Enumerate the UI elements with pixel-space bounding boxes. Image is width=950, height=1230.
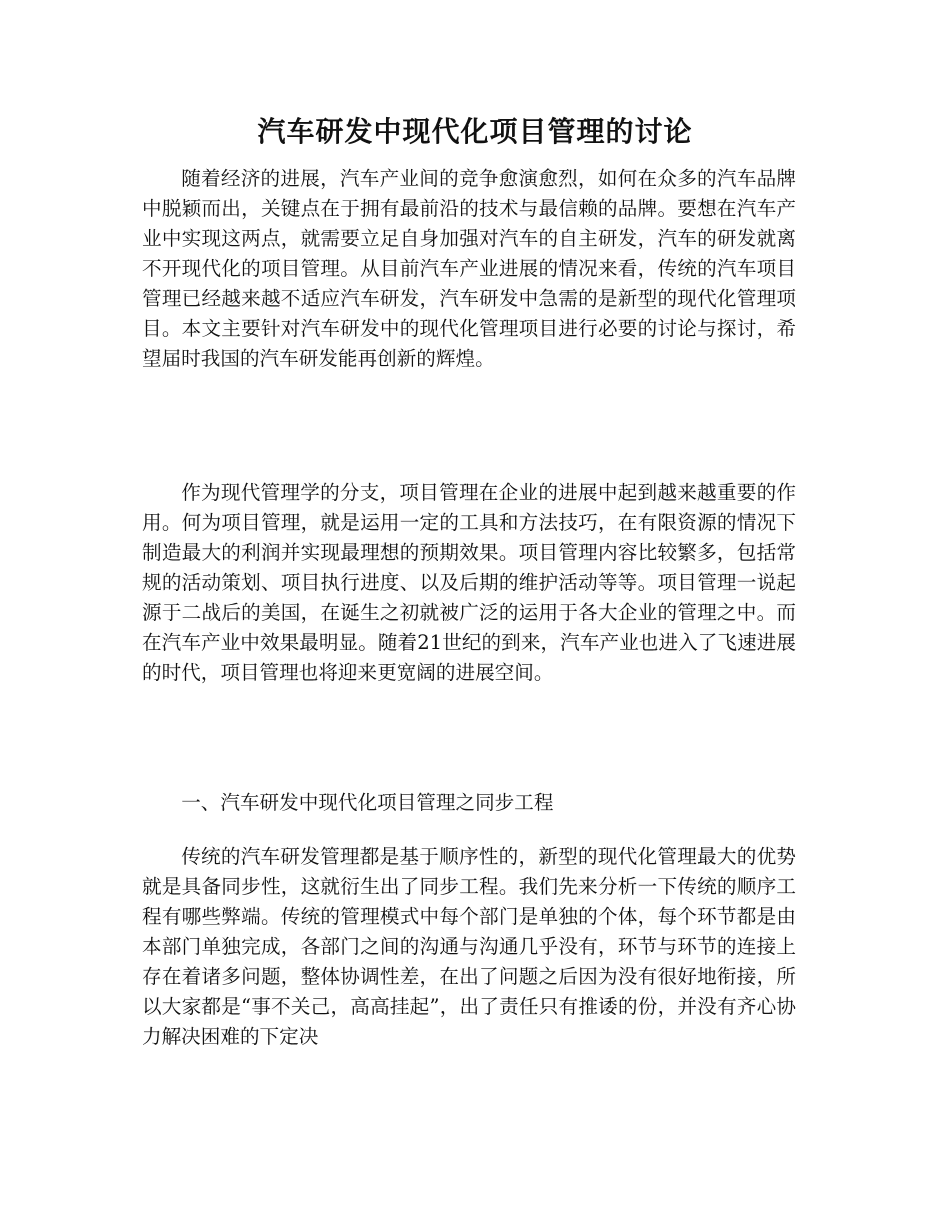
- paragraph-concurrent-engineering: 传统的汽车研发管理都是基于顺序性的，新型的现代化管理最大的优势就是具备同步性，这就衍生出了同步工程。我们先来分析一下传统的顺序工程有哪些弊端。传统的管理模式中每个部门是单独的个体，每个环节都是由本部门单独完成，各部门之间的沟通与沟通几乎没有，环节与环节的连接上存在着诸多问题，整体协调性差，在出了问题之后因为没有很好地衔接，所以大家都是“事不关己，高高挂起”，出了责任只有推诿的份，并没有齐心协力解决困难的下定决: [142, 845, 796, 1048]
- document-title: 汽车研发中现代化项目管理的讨论: [257, 115, 693, 148]
- paragraph-intro: 随着经济的进展，汽车产业间的竞争愈演愈烈，如何在众多的汽车品牌中脱颖而出，关键点在于拥有最前沿的技术与最信赖的品牌。要想在汽车产业中实现这两点，就需要立足自身加强对汽车的自主研发，汽车的研发就离不开现代化的项目管理。从目前汽车产业进展的情况来看，传统的汽车项目管理已经越来越不适应汽车研发，汽车研发中急需的是新型的现代化管理项目。本文主要针对汽车研发中的现代化管理项目进行必要的讨论与探讨，希望届时我国的汽车研发能再创新的辉煌。: [142, 167, 796, 370]
- paragraph-project-management: 作为现代管理学的分支，项目管理在企业的进展中起到越来越重要的作用。何为项目管理，就是运用一定的工具和方法技巧，在有限资源的情况下制造最大的利润并实现最理想的预期效果。项目管理内容比较繁多，包括常规的活动策划、项目执行进度、以及后期的维护活动等等。项目管理一说起源于二战后的美国，在诞生之初就被广泛的运用于各大企业的管理之中。而在汽车产业中效果最明显。随着21世纪的到来，汽车产业也进入了飞速进展的时代，项目管理也将迎来更宽阔的进展空间。: [142, 481, 796, 684]
- section-heading: 一、汽车研发中现代化项目管理之同步工程: [181, 791, 554, 814]
